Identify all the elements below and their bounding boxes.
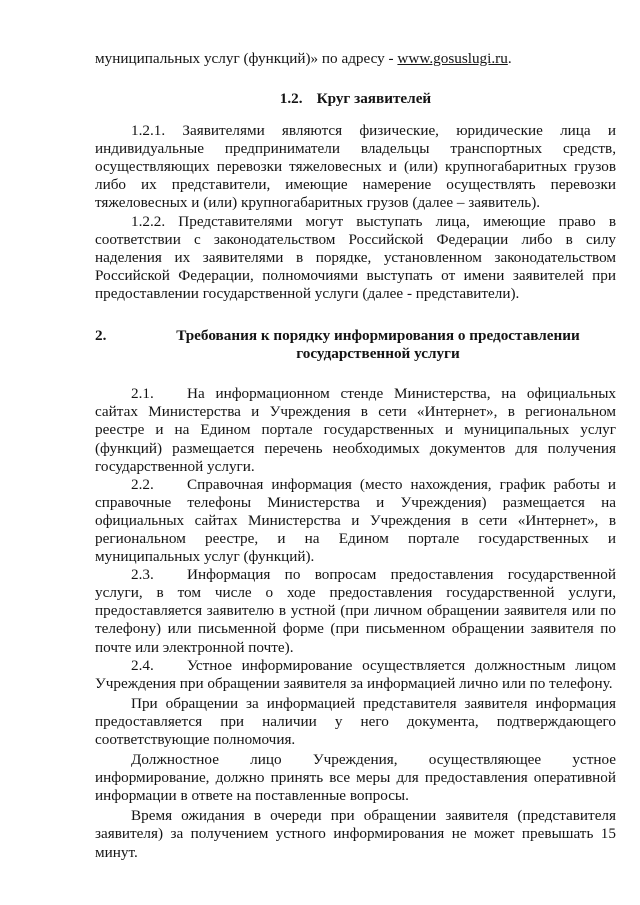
paragraph-number: 2.1. [131,385,154,403]
paragraph-text: На информационном стенде Министерства, на официальных сайтах Министерства и Учреждения в сети «Интернет», в региональном реестре и на Едином портале государственных и муниципальных услуг (функций) размещается перечень необходимых документов для получения государственной услуги. [95,385,616,475]
section-title: Требования к порядку информирования о предоставлении государственной услуги [176,327,580,363]
paragraph-2-4 [95,657,616,693]
paragraph-2-4-a: При обращении за информацией представителя заявителя информация предоставляется при наличии у него документа, подтверждающего соответствующие полномочия. [95,694,616,748]
top-line-prefix: муниципальных услуг (функций)» по адресу - [95,50,398,67]
section-heading-2 [95,327,616,363]
document-body [95,50,616,862]
top-line [95,50,616,68]
paragraph-2-4-c: Время ожидания в очереди при обращении заявителя (представителя заявителя) за получением устного информирования не может превышать 15 минут. [95,807,616,861]
section-number: 2. [95,327,107,345]
section-number: 1.2. [279,90,303,108]
paragraph-number: 2.2. [131,475,154,493]
gosuslugi-link[interactable]: www.gosuslugi.ru [397,50,508,67]
paragraph-1-2-1: 1.2.1. Заявителями являются физические, юридические лица и индивидуальные предприниматели владельцы транспортных средств, осуществляющих перевозки тяжеловесных и (или) крупногабаритных грузов либо их представители, имеющие намерение осуществлять перевозки тяжеловесных и (или) крупногабаритных грузов (далее – заявитель). [95,122,616,212]
top-line-suffix: . [507,50,512,67]
paragraph-2-1 [95,385,616,475]
paragraph-text: Информация по вопросам предоставления государственной услуги, в том числе о ходе предоставления государственной услуги, предоставляется заявителю в устной (при личном обращении заявителя или по телефону) или письменной форме (при письменном обращении заявителя по почте или электронной почте). [95,566,616,656]
section-title: Круг заявителей [316,90,432,108]
paragraph-number: 2.4. [131,656,154,674]
paragraph-1-2-2: 1.2.2. Представителями могут выступать лица, имеющие право в соответствии с законодательством Российской Федерации либо в силу наделения их заявителями в порядке, установленном законодательством Российской Федерации, полномочиями выступать от имени заявителей при предоставлении государственной услуги (далее - представители). [95,212,616,302]
paragraph-text: Справочная информация (место нахождения, график работы и справочные телефоны Министерства и Учреждения) размещается на официальных сайтах Министерства и Учреждения в сети «Интернет», в региональном реестре, и на Едином портале государственных и муниципальных услуг (функций). [95,475,616,566]
paragraph-number: 2.3. [131,566,154,584]
paragraph-2-2 [95,476,616,566]
paragraph-text: Устное информирование осуществляется должностным лицом Учреждения при обращении заявителя за информацией лично или по телефону. [95,656,616,692]
paragraph-2-4-b: Должностное лицо Учреждения, осуществляющее устное информирование, должно принять все меры для предоставления оперативной информации в ответе на поставленные вопросы. [95,751,616,805]
section-heading-1-2 [95,90,616,108]
paragraph-2-3 [95,566,616,656]
